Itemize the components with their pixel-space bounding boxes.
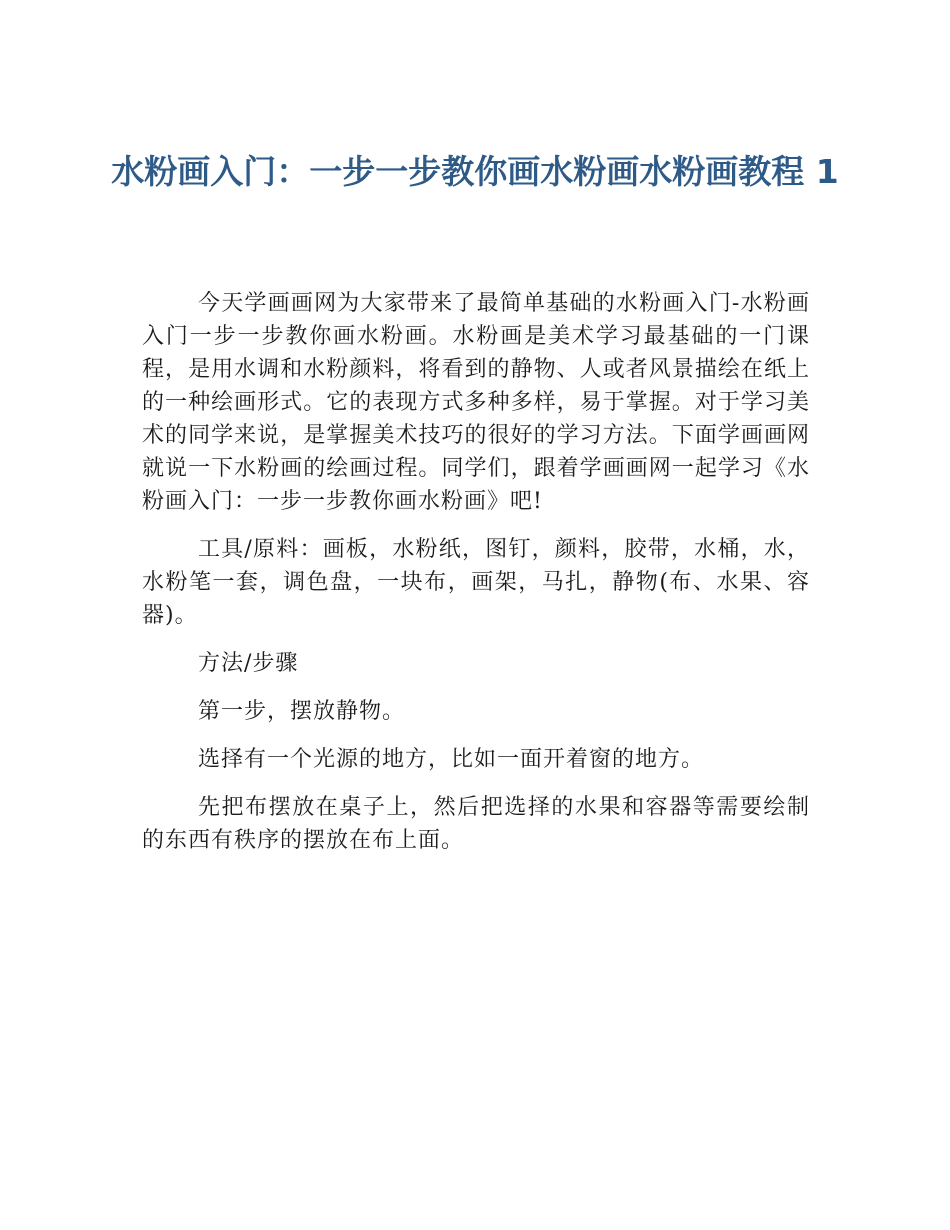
paragraph-light-source: 选择有一个光源的地方，比如一面开着窗的地方。 [198, 747, 705, 772]
paragraph-arrange-objects: 先把布摆放在桌子上，然后把选择的水果和容器等需要绘制的东西有秩序的摆放在布上面。 [142, 795, 810, 853]
document-body [142, 287, 810, 872]
paragraph-method-heading: 方法/步骤 [198, 651, 299, 676]
document-title: 水粉画入门：一步一步教你画水粉画水粉画教程 1 [111, 152, 839, 191]
paragraph-materials: 工具/原料：画板，水粉纸，图钉，颜料，胶带，水桶，水，水粉笔一套，调色盘，一块布，画架，马扎，静物(布、水果、容器)。 [142, 537, 810, 628]
paragraph-intro: 今天学画画网为大家带来了最简单基础的水粉画入门-水粉画入门一步一步教你画水粉画。水粉画是美术学习最基础的一门课程，是用水调和水粉颜料，将看到的静物、人或者风景描绘在纸上的一种绘画形式。它的表现方式多种多样，易于掌握。对于学习美术的同学来说，是掌握美术技巧的很好的学习方法。下面学画画网就说一下水粉画的绘画过程。同学们，跟着学画画网一起学习《水粉画入门：一步一步教你画水粉画》吧! [142, 291, 810, 514]
paragraph-step-one: 第一步，摆放静物。 [198, 699, 406, 724]
